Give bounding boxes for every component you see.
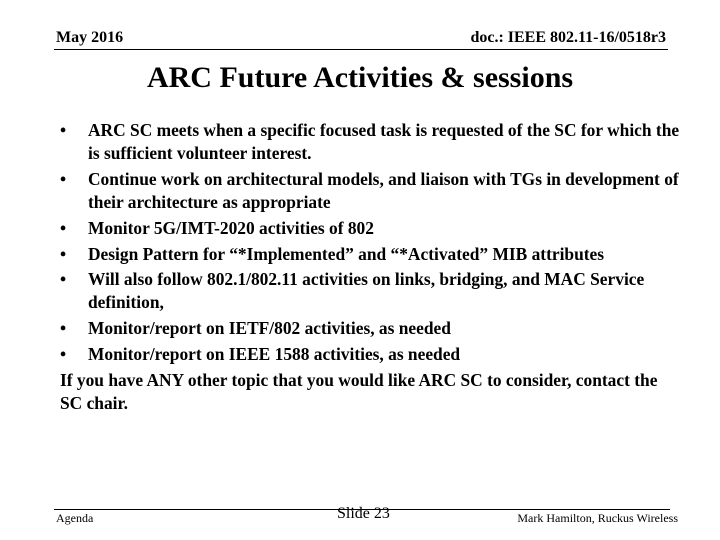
bullet-item [60, 243, 680, 266]
bullet-item [60, 343, 680, 366]
bullet-item [60, 317, 680, 340]
bullet-list [60, 119, 680, 366]
header-doc-id: doc.: IEEE 802.11-16/0518r3 [470, 29, 666, 46]
bullet-marker: • [60, 120, 67, 140]
slide-title: ARC Future Activities & sessions [146, 61, 574, 94]
bullet-text: ARC SC meets when a specific focused task is requested of the SC for which the is sufficient volunteer interest. [88, 120, 680, 164]
slide-number: Slide 23 [337, 505, 390, 522]
bullet-marker: • [60, 217, 67, 238]
bullet-text: Monitor 5G/IMT-2020 activities of 802 [88, 217, 374, 238]
footer-left: Agenda [56, 511, 94, 525]
bullet-text: Monitor/report on IETF/802 activities, as needed [88, 318, 451, 339]
bullet-marker: • [60, 269, 67, 290]
bullet-item [60, 168, 680, 214]
footer-author: Mark Hamilton, Ruckus Wireless [517, 511, 678, 525]
bullet-text: Monitor/report on IEEE 1588 activities, as needed [88, 343, 461, 364]
bullet-marker: • [60, 343, 67, 364]
bullet-marker: • [60, 318, 67, 339]
header-date: May 2016 [56, 29, 124, 46]
header-rule [54, 49, 668, 50]
bullet-marker: • [60, 243, 67, 264]
bullet-item [60, 217, 680, 240]
bullet-text: Design Pattern for “*Implemented” and “*Activated” MIB attributes [88, 243, 605, 264]
bullet-item [60, 119, 680, 165]
slide-body [60, 119, 680, 415]
bullet-item [60, 268, 680, 314]
bullet-text: Will also follow 802.1/802.11 activities on links, bridging, and MAC Service definition, [88, 269, 645, 313]
bullet-text: Continue work on architectural models, and liaison with TGs in development of their architecture as appropriate [88, 168, 679, 213]
bullet-marker: • [60, 168, 67, 189]
closing-paragraph: If you have ANY other topic that you would like ARC SC to consider, contact the SC chair. [60, 369, 658, 413]
